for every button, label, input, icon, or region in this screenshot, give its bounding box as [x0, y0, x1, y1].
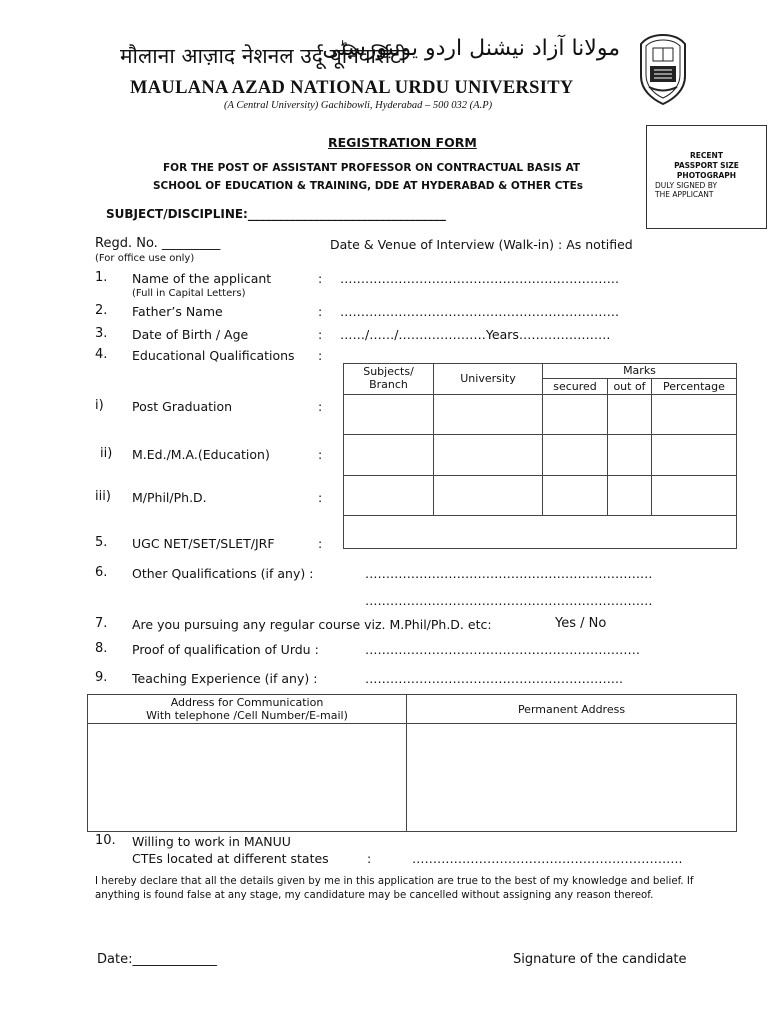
- row-num-med: ii): [100, 446, 113, 461]
- q10-line1: Willing to work in MANUU: [132, 834, 291, 849]
- q7-label: Are you pursuing any regular course viz. M.Phil/Ph.D. etc:: [132, 617, 492, 632]
- capital-letters-note: (Full in Capital Letters): [132, 288, 246, 299]
- field-label-edu: Educational Qualifications: [132, 348, 295, 363]
- teaching-experience-field[interactable]: ……………………………………………………..: [365, 671, 623, 686]
- office-use-note: (For office use only): [95, 253, 195, 264]
- q8-num: 8.: [95, 641, 108, 656]
- field-num-3: 3.: [95, 326, 108, 341]
- field-num-2: 2.: [95, 303, 108, 318]
- signature-label: Signature of the candidate: [513, 952, 687, 967]
- photo-line-4: DULY SIGNED BY: [655, 181, 718, 190]
- date-field[interactable]: Date:_____________: [97, 952, 217, 967]
- willing-to-work-field[interactable]: ………………………………………………………..: [412, 851, 683, 866]
- field-label-name: Name of the applicant: [132, 271, 272, 286]
- yes-no-choice[interactable]: Yes / No: [555, 616, 607, 631]
- university-logo-icon: [636, 32, 690, 106]
- q9-num: 9.: [95, 670, 108, 685]
- q6-label: Other Qualifications (if any) :: [132, 566, 314, 581]
- dob-age-field[interactable]: ……/……/…………………Years………………….: [340, 327, 611, 342]
- permanent-address-header: Permanent Address: [517, 703, 626, 716]
- declaration-text: I hereby declare that all the details given by me in this application are true to the best of my knowledge and belief. If anything is found false at any stage, my candidature may be cancelled without assigning any reason thereof.: [95, 876, 694, 901]
- applicant-name-field[interactable]: ………………………………………………………….: [340, 271, 619, 286]
- other-qualifications-field[interactable]: ……………………………………………………………: [365, 566, 653, 581]
- urdu-university-name: مولانا آزاد نیشنل اردو یونیورسٹی: [322, 36, 620, 61]
- field-label-dob: Date of Birth / Age: [132, 327, 249, 342]
- row-num-net: 5.: [95, 535, 108, 550]
- col-header-subjects: Subjects/ Branch: [363, 365, 414, 391]
- field-colon: :: [318, 327, 323, 342]
- permanent-address-input[interactable]: [408, 725, 734, 829]
- row-label-net: UGC NET/SET/SLET/JRF: [132, 536, 275, 551]
- row-colon: :: [318, 447, 323, 462]
- address-communication-header: Address for Communication With telephone /Cell Number/E-mail): [146, 696, 348, 722]
- q10-colon: :: [367, 851, 372, 866]
- photo-line-2: PASSPORT SIZE: [674, 161, 739, 170]
- photo-line-1: RECENT: [690, 151, 723, 160]
- q7-num: 7.: [95, 616, 108, 631]
- field-colon: :: [318, 348, 323, 363]
- row-colon: :: [318, 536, 323, 551]
- row-colon: :: [318, 399, 323, 414]
- hindi-university-name: मौलाना आज़ाद नेशनल उर्दू यूनिवर्सिटी: [120, 44, 407, 68]
- photo-line-5: THE APPLICANT: [655, 190, 714, 199]
- urdu-proof-field[interactable]: …………………………………………………………: [365, 642, 640, 657]
- father-name-field[interactable]: ………………………………………………………….: [340, 304, 619, 319]
- post-line-2: SCHOOL OF EDUCATION & TRAINING, DDE AT HYDERABAD & OTHER CTEs: [153, 180, 583, 192]
- regd-no-field[interactable]: Regd. No. _________: [95, 236, 221, 251]
- row-label-mphil: M/Phil/Ph.D.: [132, 490, 207, 505]
- row-num-mphil: iii): [95, 489, 111, 504]
- communication-address-input[interactable]: [89, 725, 404, 829]
- q6-num: 6.: [95, 565, 108, 580]
- university-name: MAULANA AZAD NATIONAL URDU UNIVERSITY: [130, 78, 574, 98]
- photo-line-3: PHOTOGRAPH: [676, 171, 737, 180]
- post-line-1: FOR THE POST OF ASSISTANT PROFESSOR ON CONTRACTUAL BASIS AT: [163, 162, 581, 174]
- form-title: REGISTRATION FORM: [328, 135, 477, 150]
- field-colon: :: [318, 304, 323, 319]
- row-label-pg: Post Graduation: [132, 399, 233, 414]
- q10-line2: CTEs located at different states: [132, 851, 329, 866]
- col-header-outof: out of: [613, 380, 646, 393]
- field-num-1: 1.: [95, 270, 108, 285]
- q9-label: Teaching Experience (if any) :: [132, 671, 318, 686]
- q8-label: Proof of qualification of Urdu :: [132, 642, 319, 657]
- university-subtitle: (A Central University) Gachibowli, Hyderabad – 500 032 (A.P): [224, 100, 493, 111]
- q10-num: 10.: [95, 833, 116, 848]
- row-num-pg: i): [95, 398, 104, 413]
- interview-note: Date & Venue of Interview (Walk-in) : As notified: [330, 237, 633, 252]
- row-label-med: M.Ed./M.A.(Education): [132, 447, 270, 462]
- field-label-father: Father’s Name: [132, 304, 223, 319]
- row-colon: :: [318, 490, 323, 505]
- col-header-university: University: [460, 372, 516, 385]
- field-num-4: 4.: [95, 347, 108, 362]
- subject-discipline-field[interactable]: SUBJECT/DISCIPLINE:_________________________________: [106, 207, 446, 221]
- photograph-box: [646, 125, 767, 229]
- col-header-marks: Marks: [623, 364, 656, 377]
- other-qualifications-field-2[interactable]: ……………………………………………………………: [365, 593, 653, 608]
- col-header-percentage: Percentage: [663, 380, 725, 393]
- col-header-secured: secured: [553, 380, 597, 393]
- field-colon: :: [318, 271, 323, 286]
